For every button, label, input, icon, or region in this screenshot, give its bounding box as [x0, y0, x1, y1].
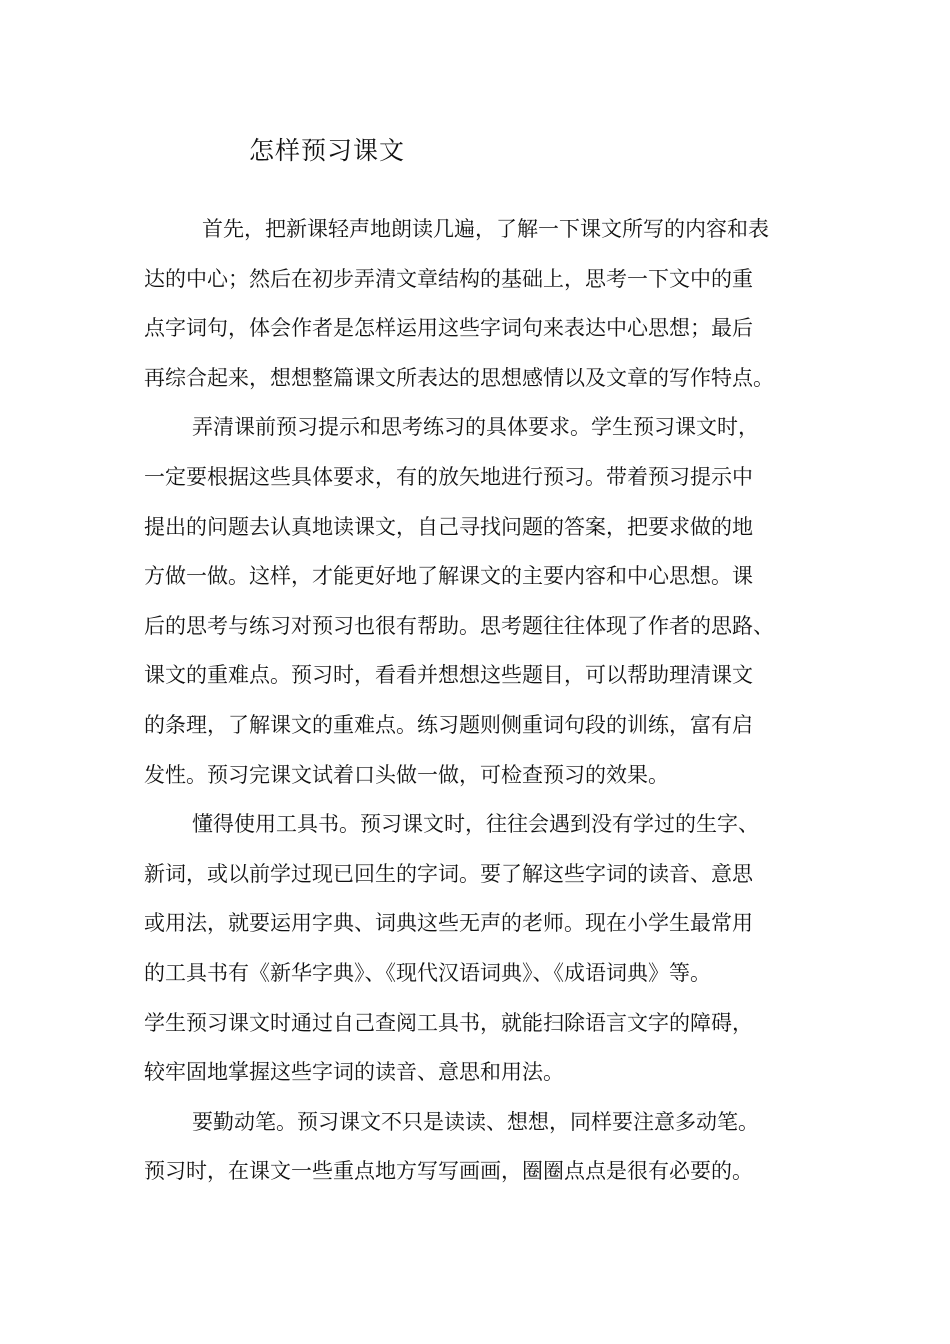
text-line: 懂得使用工具书。预习课文时，往往会遇到没有学过的生字、 — [192, 812, 759, 837]
document-title: 怎样预习课文 — [249, 136, 406, 165]
document-body — [144, 205, 824, 1197]
text-line: 首先，把新课轻声地朗读几遍，了解一下课文所写的内容和表 — [202, 217, 769, 241]
paragraph-3 — [144, 800, 824, 1098]
paragraph-1 — [144, 205, 824, 403]
text-line: 新词，或以前学过现已回生的字词。要了解这些字词的读音、意思 — [144, 861, 753, 886]
text-line: 预习时，在课文一些重点地方写写画画，圈圈点点是很有必要的。 — [144, 1159, 753, 1184]
text-line: 再综合起来，想想整篇课文所表达的思想感情以及文章的写作特点。 — [144, 365, 774, 390]
text-line: 的工具书有《新华字典》、《现代汉语词典》、《成语词典》等。 — [144, 960, 711, 985]
text-line: 学生预习课文时通过自己查阅工具书，就能扫除语言文字的障碍， — [144, 1010, 753, 1035]
text-line: 弄清课前预习提示和思考练习的具体要求。学生预习课文时， — [192, 415, 759, 440]
text-line: 较牢固地掌握这些字词的读音、意思和用法。 — [144, 1060, 564, 1085]
text-line: 达的中心；然后在初步弄清文章结构的基础上，思考一下文中的重 — [144, 266, 753, 291]
text-line: 或用法，就要运用字典、词典这些无声的老师。现在小学生最常用 — [144, 911, 753, 936]
text-line: 方做一做。这样，才能更好地了解课文的主要内容和中心思想。课 — [144, 564, 753, 589]
text-line: 点字词句，体会作者是怎样运用这些字词句来表达中心思想；最后 — [144, 316, 753, 341]
text-line: 后的思考与练习对预习也很有帮助。思考题往往体现了作者的思路、 — [144, 613, 774, 638]
text-line: 一定要根据这些具体要求，有的放矢地进行预习。带着预习提示中 — [144, 464, 753, 489]
paragraph-4 — [144, 1098, 824, 1197]
text-line: 的条理，了解课文的重难点。练习题则侧重词句段的训练，富有启 — [144, 712, 753, 737]
text-line: 提出的问题去认真地读课文，自己寻找问题的答案，把要求做的地 — [144, 514, 753, 539]
text-line: 课文的重难点。预习时，看看并想想这些题目，可以帮助理清课文 — [144, 663, 753, 688]
paragraph-2 — [144, 403, 824, 800]
text-line: 发性。预习完课文试着口头做一做，可检查预习的效果。 — [144, 762, 669, 787]
text-line: 要勤动笔。预习课文不只是读读、想想，同样要注意多动笔。 — [192, 1109, 759, 1134]
